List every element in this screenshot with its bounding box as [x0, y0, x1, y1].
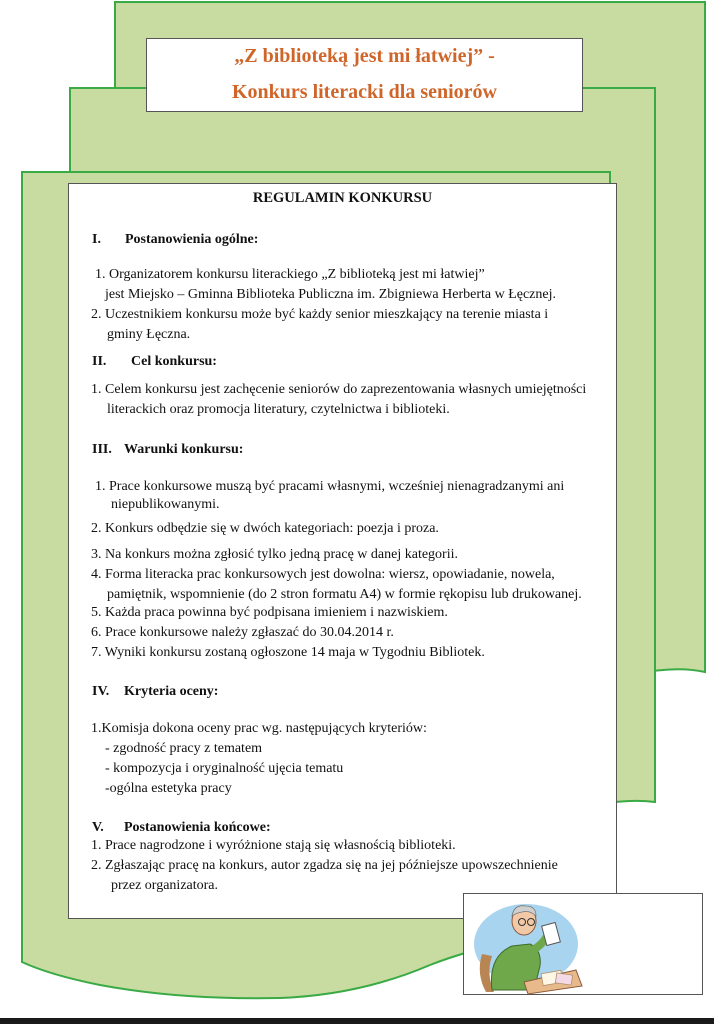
- document-heading: REGULAMIN KONKURSU: [252, 190, 433, 206]
- section-numeral: I.: [92, 232, 101, 247]
- section-line: literackich oraz promocja literatury, czytelnictwa i biblioteki.: [107, 402, 450, 417]
- section-line: 2. Konkurs odbędzie się w dwóch kategoriach: poezja i proza.: [91, 521, 439, 536]
- section-line: pamiętnik, wspomnienie (do 2 stron formatu A4) w formie rękopisu lub drukowanej.: [107, 587, 582, 602]
- section-line: 1.Komisja dokona oceny prac wg. następujących kryteriów:: [91, 721, 427, 736]
- section-line: 5. Każda praca powinna być podpisana imieniem i nazwiskiem.: [91, 605, 448, 620]
- section-line: niepublikowanymi.: [111, 497, 220, 512]
- section-numeral: II.: [92, 354, 107, 369]
- section-line: 1. Prace konkursowe muszą być pracami własnymi, wcześniej nienagradzanymi ani: [95, 479, 565, 494]
- section-3-header: [92, 440, 243, 459]
- section-title: Warunki konkursu:: [124, 442, 244, 457]
- section-line: 2. Zgłaszając pracę na konkurs, autor zgadza się na jej późniejsze upowszechnienie: [91, 858, 558, 873]
- section-numeral: IV.: [92, 684, 110, 699]
- section-line: - kompozycja i oryginalność ujęcia tematu: [105, 761, 344, 776]
- regulations-document: [68, 183, 617, 919]
- section-line: 1. Celem konkursu jest zachęcenie seniorów do zaprezentowania własnych umiejętności: [91, 382, 587, 397]
- poster-title-line-2: Konkurs literacki dla seniorów: [231, 81, 497, 103]
- section-title: Kryteria oceny:: [124, 684, 219, 699]
- section-line: przez organizatora.: [111, 878, 219, 893]
- section-numeral: III.: [92, 442, 112, 457]
- senior-writing-letter-icon: [464, 894, 704, 996]
- section-line: 4. Forma literacka prac konkursowych jest dowolna: wiersz, opowiadanie, nowela,: [91, 567, 555, 582]
- section-line: 7. Wyniki konkursu zostaną ogłoszone 14 maja w Tygodniu Bibliotek.: [91, 645, 485, 660]
- poster-title-box: [146, 38, 583, 112]
- section-2-header: [92, 352, 217, 371]
- section-line: -ogólna estetyka pracy: [105, 781, 232, 796]
- section-title: Postanowienia końcowe:: [124, 820, 271, 835]
- section-line: - zgodność pracy z tematem: [105, 741, 263, 756]
- bottom-border-bar: [0, 1018, 714, 1024]
- section-numeral: V.: [92, 820, 104, 835]
- section-5-header: [92, 818, 271, 837]
- section-line: gminy Łęczna.: [107, 327, 191, 342]
- illustration-frame: [463, 893, 703, 995]
- poster-title-line-1: „Z biblioteką jest mi łatwiej” -: [234, 45, 495, 67]
- section-line: 2. Uczestnikiem konkursu może być każdy senior mieszkający na terenie miasta i: [91, 307, 549, 322]
- section-1-header: [92, 230, 258, 249]
- section-line: 6. Prace konkursowe należy zgłaszać do 30.04.2014 r.: [91, 625, 394, 640]
- section-4-header: [92, 682, 218, 701]
- section-title: Cel konkursu:: [131, 354, 217, 369]
- section-line: 1. Organizatorem konkursu literackiego „Z biblioteką jest mi łatwiej”: [95, 267, 485, 282]
- section-line: 3. Na konkurs można zgłosić tylko jedną pracę w danej kategorii.: [91, 547, 458, 562]
- section-line: 1. Prace nagrodzone i wyróżnione stają się własnością biblioteki.: [91, 838, 456, 853]
- section-title: Postanowienia ogólne:: [125, 232, 259, 247]
- section-line: jest Miejsko – Gminna Biblioteka Publiczna im. Zbigniewa Herberta w Łęcznej.: [105, 287, 556, 302]
